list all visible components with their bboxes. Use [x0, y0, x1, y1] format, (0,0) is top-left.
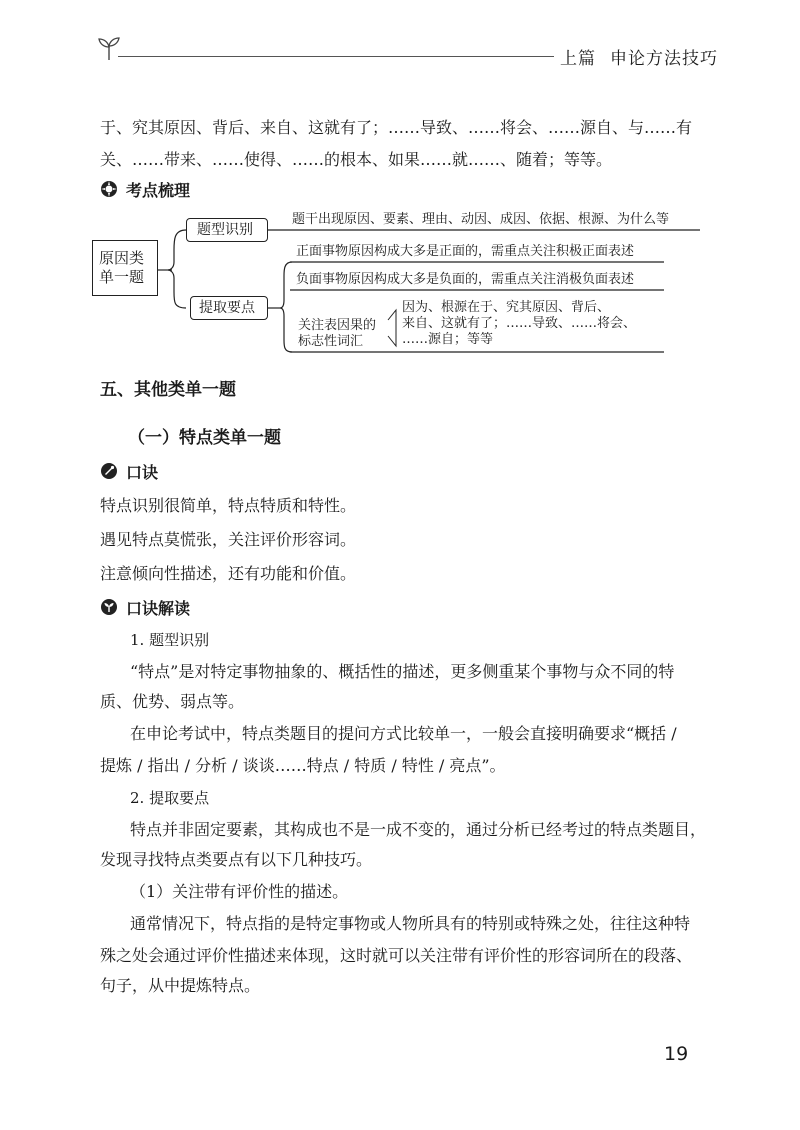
branch2-label: 提取要点 — [199, 300, 255, 316]
root-brace — [168, 230, 186, 308]
item3-label-line1: 关注表因果的 — [298, 318, 377, 333]
koujue-line-1: 特点识别很简单，特点特质和特性。 — [100, 496, 357, 515]
branch2-node — [190, 296, 268, 320]
p2-title: 2. 提取要点 — [130, 789, 210, 807]
p2-sub: （1）关注带有评价性的描述。 — [130, 882, 349, 901]
header-chapter-title: 申论方法技巧 — [610, 49, 718, 69]
branch1-text: 题干出现原因、要素、理由、动因、成因、依据、根源、为什么等 — [292, 212, 670, 227]
p1-b-line2: 提炼 / 指出 / 分析 / 谈谈……特点 / 特质 / 特性 / 亮点”。 — [100, 756, 506, 775]
p2-b-line3: 句子，从中提炼特点。 — [100, 976, 261, 995]
p2-a-line2: 发现寻找特点类要点有以下几种技巧。 — [100, 850, 373, 869]
page-number: 19 — [664, 1043, 689, 1065]
badge-icon — [100, 462, 118, 480]
branch2-brace — [280, 262, 292, 352]
p2-b-line2: 殊之处会通过评价性描述来体现，这时就可以关注带有评价性的形容词所在的段落、 — [100, 946, 693, 965]
jiedu-heading-text: 口诀解读 — [126, 599, 191, 618]
root-node-line1: 原因类 — [99, 249, 145, 267]
item3-label-line2: 标志性词汇 — [298, 334, 364, 349]
p1-title: 1. 题型识别 — [130, 631, 210, 649]
jiedu-heading — [100, 598, 700, 619]
p1-a-line1: “特点”是对特定事物抽象的、概括性的描述，更多侧重某个事物与众不同的特 — [130, 662, 675, 681]
koujue-line-3: 注意倾向性描述，还有功能和价值。 — [100, 564, 357, 583]
intro-line-2: 关、……带来、……使得、……的根本、如果……就……、随着；等等。 — [100, 150, 613, 169]
item3-text-line3: ……源自；等等 — [402, 332, 494, 347]
kaodian-heading-text: 考点梳理 — [126, 181, 191, 200]
p2-b-line1: 通常情况下，特点指的是特定事物或人物所具有的特别或特殊之处，往往这种特 — [130, 914, 691, 933]
p1-a-line2: 质、优势、弱点等。 — [100, 692, 245, 711]
mind-map-diagram — [0, 0, 800, 400]
koujue-heading — [100, 462, 700, 483]
koujue-heading-text: 口诀 — [126, 463, 159, 482]
p2-a-line1: 特点并非固定要素，其构成也不是一成不变的，通过分析已经考过的特点类题目， — [130, 820, 707, 839]
item3-text-line2: 来自、这就有了；……导致、……将会、 — [402, 316, 637, 331]
root-node — [92, 240, 158, 296]
branch2-item1: 正面事物原因构成大多是正面的，需重点关注积极正面表述 — [296, 244, 635, 259]
root-node-line2: 单一题 — [99, 268, 145, 286]
branch1-label: 题型识别 — [197, 222, 253, 238]
header-part: 上篇 — [560, 49, 596, 69]
p1-b-line1: 在申论考试中，特点类题目的提问方式比较单一，一般会直接明确要求“概括 / — [130, 724, 677, 743]
branch2-item2: 负面事物原因构成大多是负面的，需重点关注消极负面表述 — [296, 272, 635, 287]
section5-sub1: （一）特点类单一题 — [128, 428, 281, 448]
branch1-node — [186, 218, 268, 242]
sprout-badge-icon — [100, 598, 118, 616]
section5-title: 五、其他类单一题 — [100, 380, 236, 400]
intro-line-1: 于、究其原因、背后、来自、这就有了；……导致、……将会、……源自、与……有 — [100, 118, 693, 137]
item3-text-line1: 因为、根源在于、究其原因、背后、 — [402, 300, 611, 315]
koujue-line-2: 遇见特点莫慌张，关注评价形容词。 — [100, 530, 357, 549]
item3-brace — [388, 310, 396, 346]
